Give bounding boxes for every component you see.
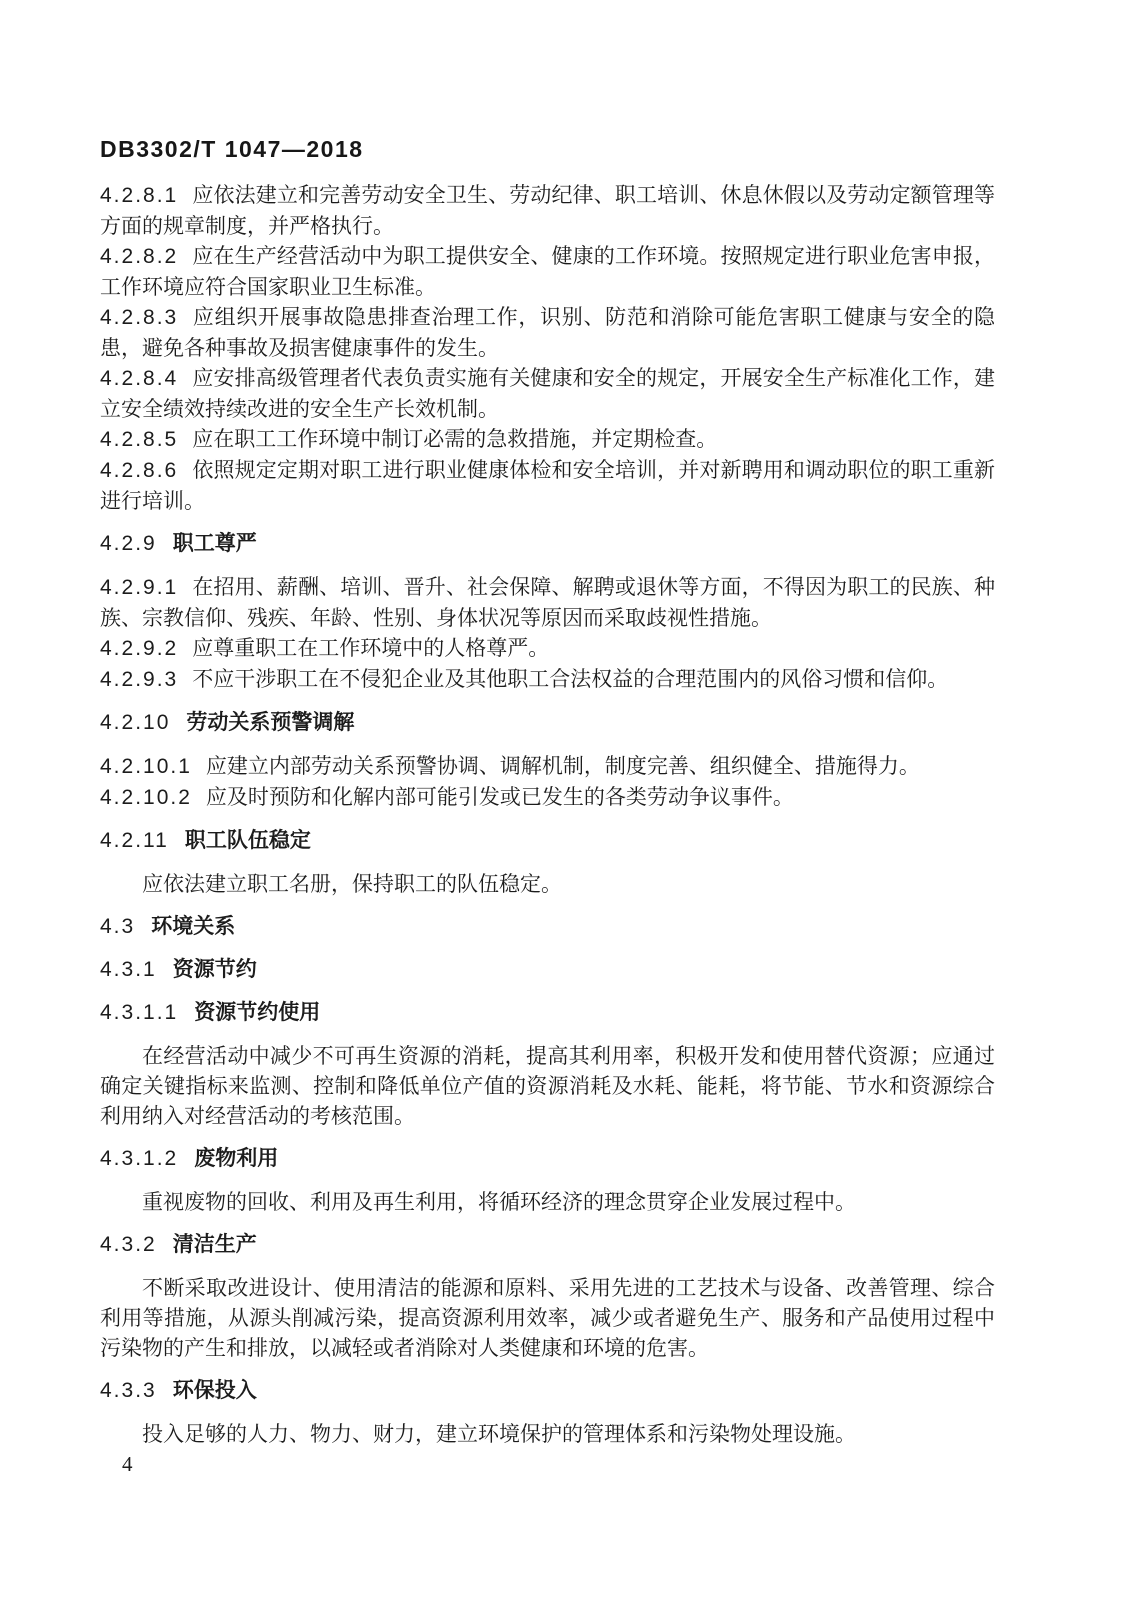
heading-number: 4.3.1.2 — [100, 1147, 179, 1170]
clause-number: 4.2.9.1 — [100, 576, 179, 599]
section-heading — [100, 1230, 995, 1260]
clause-number: 4.2.8.3 — [100, 306, 179, 329]
clause-text: 依照规定定期对职工进行职业健康体检和安全培训，并对新聘用和调动职位的职工重新进行培训。 — [100, 458, 995, 513]
clause — [100, 782, 995, 813]
clause — [100, 302, 995, 363]
clause — [100, 363, 995, 424]
heading-title: 环境关系 — [151, 915, 236, 938]
heading-title: 职工队伍稳定 — [184, 829, 311, 852]
clause-number: 4.2.8.6 — [100, 459, 179, 482]
heading-number: 4.3.3 — [100, 1379, 157, 1402]
clause-number: 4.2.8.1 — [100, 184, 179, 207]
heading-number: 4.3.1.1 — [100, 1001, 179, 1024]
clause-text: 应尊重职工在工作环境中的人格尊严。 — [192, 636, 550, 660]
heading-number: 4.2.10 — [100, 711, 171, 734]
heading-title: 资源节约 — [172, 958, 257, 981]
clause-text: 应在职工工作环境中制订必需的急救措施，并定期检查。 — [192, 427, 718, 451]
clause — [100, 751, 995, 782]
clause-text: 应安排高级管理者代表负责实施有关健康和安全的规定，开展安全生产标准化工作，建立安全绩效持续改进的安全生产长效机制。 — [100, 366, 995, 421]
paragraph: 重视废物的回收、利用及再生利用，将循环经济的理念贯穿企业发展过程中。 — [142, 1190, 856, 1214]
clause-number: 4.2.10.1 — [100, 755, 192, 778]
heading-number: 4.2.11 — [100, 829, 169, 852]
clause-number: 4.2.10.2 — [100, 786, 192, 809]
clause — [100, 241, 995, 302]
heading-title: 资源节约使用 — [194, 1001, 321, 1024]
paragraph: 不断采取改进设计、使用清洁的能源和原料、采用先进的工艺技术与设备、改善管理、综合利用等措施，从源头削减污染，提高资源利用效率，减少或者避免生产、服务和产品使用过程中污染物的产生和排放，以减轻或者消除对人类健康和环境的危害。 — [100, 1276, 995, 1360]
section-heading — [100, 708, 995, 738]
section-heading — [100, 529, 995, 559]
heading-number: 4.2.9 — [100, 532, 157, 555]
clause-number: 4.2.9.3 — [100, 668, 179, 691]
clause — [100, 664, 995, 695]
document-content — [100, 180, 995, 1449]
heading-number: 4.3.2 — [100, 1233, 157, 1256]
clause-number: 4.2.9.2 — [100, 637, 179, 660]
section-heading — [100, 998, 995, 1028]
clause-text: 不应干涉职工在不侵犯企业及其他职工合法权益的合理范围内的风俗习惯和信仰。 — [192, 667, 949, 691]
paragraph: 投入足够的人力、物力、财力，建立环境保护的管理体系和污染物处理设施。 — [142, 1422, 856, 1446]
heading-title: 劳动关系预警调解 — [186, 711, 355, 734]
paragraph: 应依法建立职工名册，保持职工的队伍稳定。 — [142, 872, 562, 896]
heading-number: 4.3 — [100, 915, 136, 938]
page-number: 4 — [122, 1452, 133, 1476]
clause-text: 应及时预防和化解内部可能引发或已发生的各类劳动争议事件。 — [205, 785, 794, 809]
clause — [100, 180, 995, 241]
clause-text: 应依法建立和完善劳动安全卫生、劳动纪律、职工培训、休息休假以及劳动定额管理等方面的规章制度，并严格执行。 — [100, 183, 995, 238]
clause — [100, 424, 995, 455]
heading-title: 环保投入 — [172, 1379, 257, 1402]
document-standard-number: DB3302/T 1047—2018 — [100, 136, 364, 162]
clause-number: 4.2.8.4 — [100, 367, 179, 390]
clause-text: 应建立内部劳动关系预警协调、调解机制，制度完善、组织健全、措施得力。 — [205, 754, 920, 778]
paragraph: 在经营活动中减少不可再生资源的消耗，提高其利用率，积极开发和使用替代资源；应通过确定关键指标来监测、控制和降低单位产值的资源消耗及水耗、能耗，将节能、节水和资源综合利用纳入对经营活动的考核范围。 — [100, 1044, 995, 1128]
heading-number: 4.3.1 — [100, 958, 157, 981]
clause-number: 4.2.8.5 — [100, 428, 179, 451]
clause-number: 4.2.8.2 — [100, 245, 179, 268]
section-heading — [100, 955, 995, 985]
clause-text: 应组织开展事故隐患排查治理工作，识别、防范和消除可能危害职工健康与安全的隐患，避免各种事故及损害健康事件的发生。 — [100, 305, 995, 360]
section-heading — [100, 1144, 995, 1174]
clause — [100, 633, 995, 664]
clause — [100, 572, 995, 633]
section-heading — [100, 826, 995, 856]
section-heading — [100, 1376, 995, 1406]
heading-title: 废物利用 — [194, 1147, 279, 1170]
section-heading — [100, 912, 995, 942]
clause-text: 在招用、薪酬、培训、晋升、社会保障、解聘或退休等方面，不得因为职工的民族、种族、宗教信仰、残疾、年龄、性别、身体状况等原因而采取歧视性措施。 — [100, 575, 995, 630]
heading-title: 清洁生产 — [172, 1233, 257, 1256]
clause — [100, 455, 995, 516]
heading-title: 职工尊严 — [172, 532, 257, 555]
clause-text: 应在生产经营活动中为职工提供安全、健康的工作环境。按照规定进行职业危害申报，工作环境应符合国家职业卫生标准。 — [100, 244, 995, 299]
